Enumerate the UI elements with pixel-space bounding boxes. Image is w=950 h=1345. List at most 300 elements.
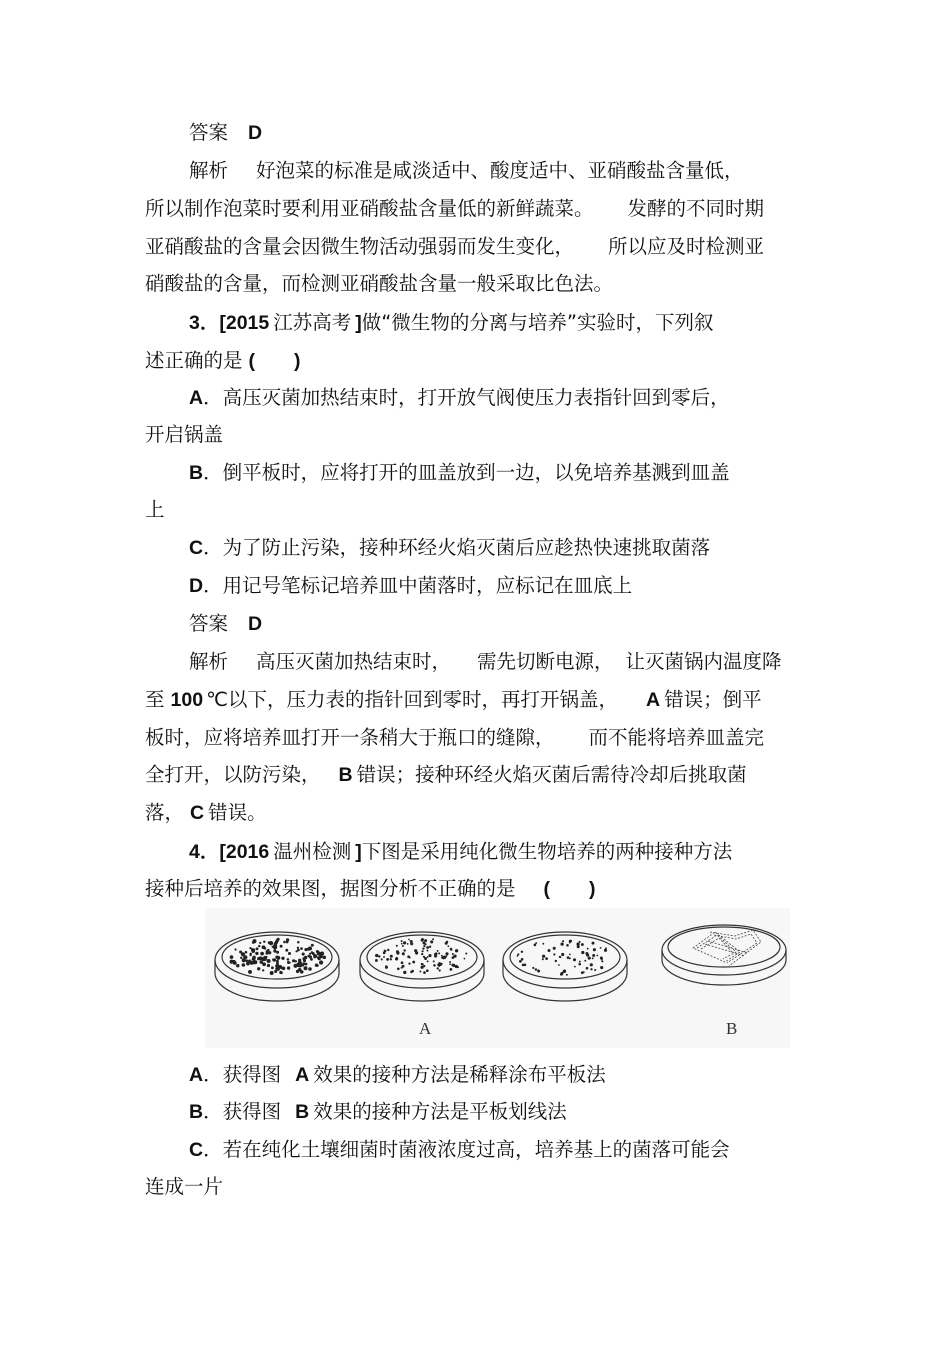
question-source-close: ] — [355, 312, 362, 334]
option-text: ．获得图 — [203, 1063, 282, 1086]
colony-dot — [396, 957, 398, 959]
colony-dot — [262, 969, 264, 971]
option-letter: B — [189, 1101, 204, 1123]
colony-dot — [423, 971, 426, 974]
colony-dot — [319, 960, 323, 964]
colony-dots — [230, 938, 608, 976]
colony-dot — [588, 957, 591, 960]
colony-dot — [401, 961, 404, 964]
colony-dot — [587, 948, 589, 950]
colony-dot — [441, 955, 443, 957]
colony-dot — [464, 958, 466, 960]
colony-dot — [537, 970, 540, 973]
colony-dot — [300, 947, 303, 950]
colony-dot — [593, 948, 596, 951]
colony-dot — [246, 962, 250, 966]
option-b-cont — [145, 498, 165, 522]
analysis-text: 落， — [145, 801, 185, 824]
colony-dot — [375, 954, 378, 957]
option-text: 连成一片 — [145, 1175, 224, 1198]
question-stem: 述正确的是 — [145, 349, 243, 372]
colony-dot — [590, 963, 593, 966]
colony-dot — [408, 939, 410, 941]
colony-dot — [450, 968, 453, 971]
colony-dot — [274, 970, 277, 973]
colony-dot — [449, 961, 451, 963]
option-text: 效果的接种方法是平板划线法 — [313, 1100, 567, 1123]
colony-dot — [579, 941, 581, 943]
analysis-line — [145, 197, 764, 221]
colony-dot — [260, 952, 264, 956]
answer-label: 答案 — [189, 121, 229, 144]
colony-dot — [286, 941, 289, 944]
colony-dot — [305, 963, 308, 966]
colony-dot — [267, 949, 270, 952]
answer-blank: ( ) — [248, 350, 301, 372]
colony-dot — [230, 955, 234, 959]
streak-lines — [693, 930, 761, 966]
colony-dot — [419, 971, 421, 973]
analysis-text: 需先切断电源， — [477, 650, 614, 673]
colony-dot — [440, 963, 442, 965]
colony-dot — [407, 943, 409, 945]
colony-dot — [457, 966, 459, 968]
colony-dot — [521, 958, 524, 961]
analysis-line — [189, 159, 744, 183]
colony-dot — [269, 941, 273, 945]
colony-dot — [578, 963, 581, 966]
colony-dot — [375, 959, 378, 962]
analysis-text: 全打开，以防污染， — [145, 763, 321, 786]
option-text: ．用记号笔标记培养皿中菌落时，应标记在皿底上 — [203, 574, 633, 597]
colony-dot — [410, 940, 413, 943]
colony-dot — [295, 960, 297, 962]
option-text: ．若在纯化土壤细菌时菌液浓度过高，培养基上的菌落可能会 — [203, 1138, 730, 1161]
colony-dot — [316, 964, 319, 967]
colony-dot — [427, 956, 429, 958]
colony-dot — [263, 941, 265, 943]
colony-dot — [432, 938, 434, 940]
option-letter: C — [189, 1139, 204, 1161]
colony-dot — [402, 952, 405, 955]
colony-dot — [242, 958, 246, 962]
analysis-letter: A — [645, 689, 661, 711]
colony-dot — [244, 956, 247, 959]
colony-dot — [401, 943, 403, 945]
analysis-line — [145, 272, 613, 296]
colony-dot — [423, 956, 425, 958]
option-text: ．获得图 — [203, 1100, 282, 1123]
colony-dot — [438, 952, 440, 954]
option-text: ．高压灭菌加热结束时，打开放气阀使压力表指针回到零后， — [203, 386, 730, 409]
colony-dot — [263, 957, 267, 961]
analysis-line — [145, 801, 267, 825]
colony-dot — [298, 959, 301, 962]
colony-dot — [313, 956, 315, 958]
colony-dot — [605, 947, 607, 949]
colony-dot — [255, 952, 258, 955]
colony-dot — [421, 963, 423, 965]
analysis-text: 硝酸盐的含量，而检测亚硝酸盐含量一般采取比色法。 — [145, 272, 614, 295]
colony-dot — [265, 952, 268, 955]
colony-dot — [276, 951, 279, 954]
colony-dot — [280, 971, 283, 974]
option-d — [189, 574, 632, 598]
colony-dot — [386, 958, 389, 961]
colony-dot — [283, 941, 286, 944]
colony-dot — [250, 961, 254, 965]
colony-dot — [245, 951, 248, 954]
colony-dot — [240, 957, 242, 959]
colony-dot — [592, 942, 595, 945]
colony-dot — [553, 953, 555, 955]
colony-dot — [250, 954, 252, 956]
question-3-stem — [145, 349, 301, 373]
analysis-letter: B — [338, 764, 353, 786]
colony-dot — [573, 958, 576, 961]
colony-dot — [590, 968, 592, 970]
colony-dot — [274, 942, 277, 945]
analysis-text: 所以应及时检测亚 — [608, 235, 765, 258]
colony-dot — [445, 952, 448, 955]
colony-dot — [452, 956, 455, 959]
colony-dot — [437, 967, 439, 969]
colony-dot — [449, 963, 451, 965]
answer-value: D — [248, 613, 263, 635]
colony-dot — [403, 971, 406, 974]
colony-dot — [383, 956, 385, 958]
colony-dot — [270, 971, 274, 975]
colony-dot — [385, 965, 387, 967]
option-a-cont — [145, 423, 223, 447]
colony-dot — [558, 964, 560, 966]
colony-dot — [259, 942, 261, 944]
analysis-text: 而不能将培养皿盖完 — [588, 726, 765, 749]
question-source-close: ] — [355, 841, 362, 863]
colony-dot — [323, 956, 327, 960]
colony-dot — [561, 953, 564, 956]
colony-dot — [279, 966, 282, 969]
colony-dot — [426, 969, 429, 972]
colony-dot — [390, 955, 393, 958]
option-a — [189, 1063, 606, 1087]
colony-dot — [311, 944, 314, 947]
analysis-label: 解析 — [189, 650, 229, 673]
colony-dot — [535, 968, 538, 971]
colony-dot — [562, 940, 564, 942]
colony-dot — [596, 955, 598, 957]
question-4-stem — [189, 840, 732, 864]
colony-dot — [398, 952, 400, 954]
colony-dot — [303, 959, 306, 962]
option-c — [189, 536, 710, 560]
option-text: 上 — [145, 498, 165, 521]
colony-dot — [452, 953, 454, 955]
analysis-text: 至 — [145, 688, 165, 711]
colony-dot — [300, 970, 304, 974]
colony-dot — [297, 941, 299, 943]
colony-dot — [287, 958, 290, 961]
colony-dot — [553, 947, 556, 950]
colony-dot — [277, 938, 280, 941]
colony-dot — [569, 957, 571, 959]
colony-dot — [439, 969, 441, 971]
colony-dot — [600, 956, 603, 959]
colony-dot — [423, 965, 425, 967]
colony-dot — [233, 960, 235, 962]
analysis-line — [145, 763, 747, 787]
colony-dot — [559, 956, 561, 958]
colony-dot — [285, 949, 288, 952]
colony-dot — [422, 947, 424, 949]
analysis-text: 亚硝酸盐的含量会因微生物活动强弱而发生变化， — [145, 235, 575, 258]
question-stem: 做“微生物的分离与培养”实验时，下列叙 — [361, 311, 714, 334]
colony-dot — [428, 954, 431, 957]
colony-dot — [592, 954, 595, 957]
option-text: 效果的接种方法是稀释涂布平板法 — [313, 1063, 606, 1086]
colony-dot — [268, 951, 271, 954]
colony-dot — [437, 963, 440, 966]
option-b — [189, 461, 730, 485]
colony-dot — [545, 957, 548, 960]
question-source-year: [2015 — [219, 312, 270, 334]
colony-dot — [581, 951, 584, 954]
colony-dot — [288, 952, 291, 955]
question-source: 温州检测 — [273, 840, 352, 863]
colony-dot — [262, 962, 266, 966]
petri-dish-figure — [205, 908, 790, 1048]
colony-dot — [426, 950, 428, 952]
colony-dot — [437, 950, 439, 952]
colony-dot — [465, 952, 467, 954]
analysis-text: ℃以下，压力表的指针回到零时，再打开锅盖， — [206, 688, 618, 711]
colony-dot — [273, 950, 276, 953]
colony-dot — [381, 958, 383, 960]
option-text: 开启锅盖 — [145, 423, 224, 446]
colony-dot — [297, 949, 300, 952]
colony-dot — [563, 970, 566, 973]
colony-dot — [570, 940, 572, 942]
colony-dot — [535, 942, 537, 944]
colony-dot — [534, 944, 537, 947]
colony-dot — [574, 966, 576, 968]
colony-dot — [297, 947, 299, 949]
colony-dot — [542, 958, 544, 960]
colony-dot — [252, 949, 256, 953]
colony-dot — [601, 960, 603, 962]
colony-dot — [308, 967, 312, 971]
colony-dot — [423, 945, 425, 947]
petri-dish-3 — [503, 932, 627, 1001]
analysis-line — [189, 650, 782, 674]
colony-dot — [521, 951, 523, 953]
colony-dot — [548, 949, 551, 952]
colony-dot — [517, 953, 519, 955]
analysis-text: 高压灭菌加热结束时， — [256, 650, 452, 673]
colony-dot — [581, 971, 584, 974]
colony-dot — [450, 948, 453, 951]
question-number: 3． — [189, 312, 220, 334]
colony-dot — [262, 945, 266, 949]
colony-dot — [267, 959, 271, 963]
colony-dot — [426, 946, 429, 949]
colony-dot — [397, 967, 400, 970]
colony-dot — [592, 957, 594, 959]
option-c-cont — [145, 1175, 223, 1199]
colony-dot — [390, 958, 392, 960]
colony-dot — [447, 945, 449, 947]
colony-dot — [445, 942, 448, 945]
colony-dot — [271, 966, 274, 969]
analysis-label: 解析 — [189, 159, 229, 182]
colony-dot — [408, 962, 410, 964]
colony-dot — [424, 943, 426, 945]
colony-dot — [318, 957, 321, 960]
option-letter: C — [189, 537, 204, 559]
colony-dot — [566, 944, 569, 947]
question-source: 江苏高考 — [273, 311, 352, 334]
colony-dot — [309, 955, 312, 958]
colony-dot — [455, 949, 458, 952]
colony-dot — [275, 956, 278, 959]
colony-dot — [257, 967, 260, 970]
answer-value: D — [248, 122, 263, 144]
colony-dot — [403, 941, 406, 944]
answer-label: 答案 — [189, 612, 229, 635]
colony-dot — [249, 947, 251, 949]
question-source-year: [2016 — [219, 841, 270, 863]
option-c — [189, 1138, 730, 1162]
analysis-text: 让灭菌锅内温度降 — [625, 650, 782, 673]
colony-dot — [281, 957, 284, 960]
option-letter: A — [189, 1064, 204, 1086]
colony-dot — [383, 952, 386, 955]
colony-dot — [429, 946, 431, 948]
colony-dot — [287, 961, 290, 964]
option-b — [189, 1100, 567, 1124]
colony-dot — [427, 960, 429, 962]
analysis-text: 发酵的不同时期 — [627, 197, 765, 220]
colony-dot — [542, 955, 545, 958]
colony-dot — [245, 959, 248, 962]
option-letter: A — [189, 387, 204, 409]
colony-dot — [256, 947, 259, 950]
colony-dot — [317, 951, 321, 955]
colony-dot — [401, 940, 403, 942]
colony-dot — [430, 940, 433, 943]
colony-dot — [435, 952, 438, 955]
colony-dot — [581, 943, 584, 946]
colony-dot — [542, 943, 544, 945]
colony-dot — [600, 947, 602, 949]
analysis-line — [145, 726, 764, 750]
colony-dot — [560, 942, 563, 945]
colony-dot — [272, 959, 274, 961]
colony-dot — [555, 960, 557, 962]
question-stem: 下图是采用纯化微生物培养的两种接种方法 — [361, 840, 733, 863]
colony-dot — [586, 967, 589, 970]
answer-line-3 — [189, 612, 262, 636]
colony-dot — [584, 960, 586, 962]
answer-blank: ( ) — [543, 878, 596, 900]
colony-dot — [412, 961, 415, 964]
colony-dot — [304, 966, 308, 970]
question-number: 4． — [189, 841, 220, 863]
colony-dot — [402, 945, 404, 947]
colony-dot — [411, 970, 414, 973]
analysis-text: 板时，应将培养皿打开一条稍大于瓶口的缝隙， — [145, 726, 555, 749]
colony-dot — [252, 939, 256, 943]
colony-dot — [594, 969, 596, 971]
colony-dot — [287, 966, 290, 969]
colony-dot — [275, 964, 279, 968]
option-ref-letter: B — [295, 1101, 310, 1123]
colony-dot — [566, 974, 568, 976]
colony-dot — [258, 945, 260, 947]
colony-dot — [433, 964, 436, 967]
colony-dot — [378, 955, 380, 957]
question-4-stem — [145, 877, 596, 901]
colony-dot — [443, 957, 445, 959]
colony-dot — [311, 951, 313, 953]
analysis-number: 100 — [170, 689, 204, 711]
analysis-line — [145, 688, 762, 712]
option-letter: D — [189, 575, 204, 597]
colony-dot — [248, 970, 252, 974]
colony-dot — [569, 954, 571, 956]
colony-dot — [522, 964, 525, 967]
colony-dot — [585, 952, 588, 955]
analysis-text: 错误。 — [208, 801, 267, 824]
colony-dot — [421, 938, 424, 941]
petri-dish-illustration — [205, 908, 790, 1048]
colony-dot — [600, 966, 603, 969]
colony-dot — [252, 957, 256, 961]
colony-dot — [302, 953, 305, 956]
colony-dot — [297, 963, 299, 965]
colony-dot — [401, 967, 403, 969]
colony-dot — [387, 949, 389, 951]
colony-dot — [433, 960, 435, 962]
colony-dot — [579, 961, 581, 963]
option-text: ．倒平板时，应将打开的皿盖放到一边，以免培养基溅到皿盖 — [203, 461, 730, 484]
colony-dot — [421, 950, 423, 952]
colony-dot — [560, 973, 563, 976]
colony-dot — [242, 963, 246, 967]
colony-dot — [604, 949, 607, 952]
analysis-letter: C — [190, 802, 205, 824]
colony-dot — [308, 946, 312, 950]
colony-dot — [415, 951, 418, 954]
colony-dot — [424, 939, 427, 942]
colony-dot — [236, 964, 239, 967]
colony-dot — [235, 948, 237, 950]
analysis-text: 所以制作泡菜时要利用亚硝酸盐含量低的新鲜蔬菜。 — [145, 197, 594, 220]
option-text: ．为了防止污染，接种环经火焰灭菌后应趁热快速挑取菌落 — [203, 536, 711, 559]
option-ref-letter: A — [295, 1064, 310, 1086]
analysis-text: 错误；接种环经火焰灭菌后需待冷却后挑取菌 — [356, 763, 747, 786]
option-a — [189, 386, 730, 410]
colony-dot — [272, 946, 274, 948]
colony-dot — [403, 949, 405, 951]
colony-dot — [519, 960, 522, 963]
colony-dot — [296, 970, 299, 973]
analysis-text: 错误；倒平 — [664, 688, 762, 711]
colony-dot — [421, 953, 423, 955]
colony-dot — [304, 956, 307, 959]
question-3-stem — [189, 311, 713, 335]
question-stem: 接种后培养的效果图，据图分析不正确的是 — [145, 877, 516, 900]
